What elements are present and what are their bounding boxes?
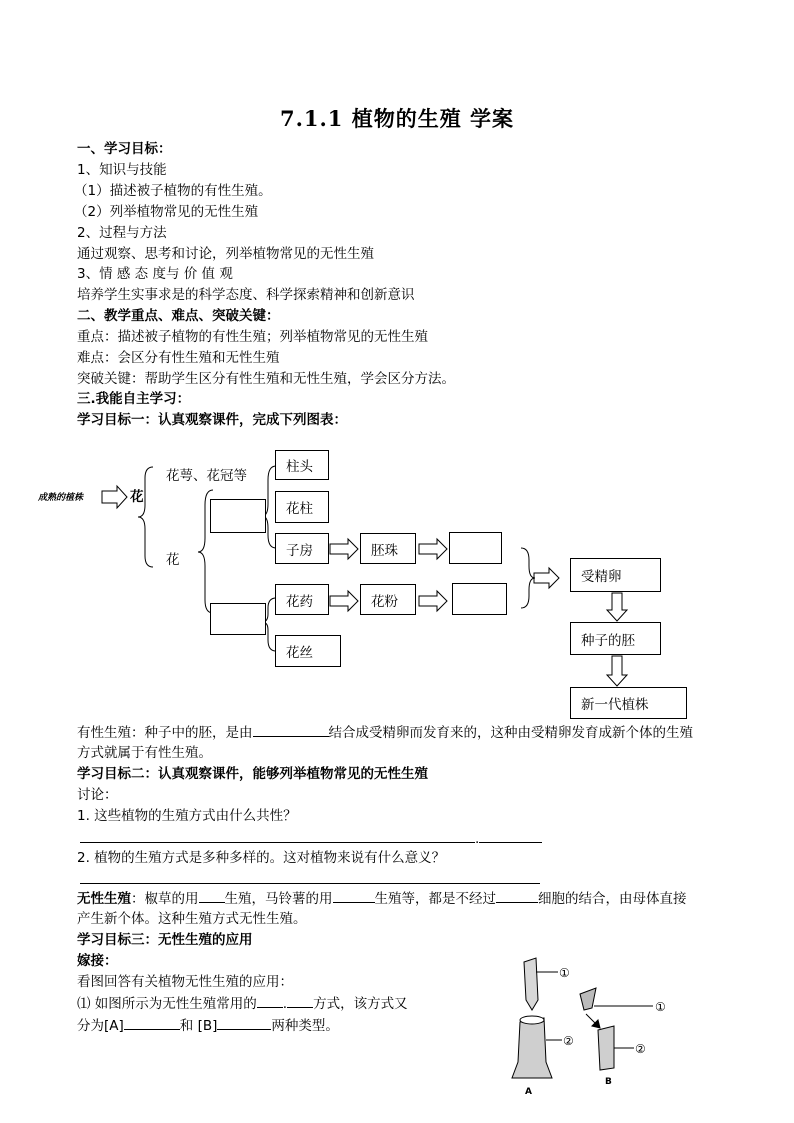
box-pollen-label: 花粉 bbox=[371, 593, 398, 610]
section-2-heading: 二、教学重点、难点、突破关键： bbox=[77, 308, 280, 324]
figure-label-B: B bbox=[605, 1077, 612, 1087]
text-fragment: 分为[A] bbox=[77, 1018, 124, 1034]
text-fragment: 两种类型。 bbox=[271, 1018, 339, 1034]
text-line: 通过观察、思考和讨论，列举植物常见的无性生殖 bbox=[77, 246, 374, 262]
text-line: 3、情 感 态 度与 价 值 观 bbox=[77, 266, 233, 282]
box-style-label: 花柱 bbox=[286, 501, 313, 517]
box-new-plant-label: 新一代植株 bbox=[581, 697, 649, 713]
text-line: 产生新个体。这种生殖方式无性生殖。 bbox=[77, 911, 307, 927]
text-fragment: 方式，该方式又 bbox=[313, 996, 408, 1012]
box-anther-label: 花药 bbox=[286, 593, 313, 610]
text-line: 讨论： bbox=[77, 787, 118, 803]
box-embryo-label: 种子的胚 bbox=[581, 632, 635, 649]
text-line: （1）描述被子植物的有性生殖。 bbox=[74, 183, 272, 199]
grafting-heading: 嫁接： bbox=[77, 953, 118, 969]
text-fragment: 细胞的结合，由母体直接 bbox=[538, 891, 687, 907]
text-line: 难点：会区分有性生殖和无性生殖 bbox=[77, 350, 280, 366]
text-fragment: 生殖等，都是不经过 bbox=[374, 891, 496, 907]
goal-1-heading: 学习目标一：认真观察课件，完成下列图表： bbox=[77, 412, 347, 428]
figure-label-2a: ② bbox=[563, 1034, 574, 1048]
figure-label-A: A bbox=[525, 1087, 532, 1097]
asexual-label: 无性生殖 bbox=[77, 891, 131, 907]
section-1-heading: 一、学习目标： bbox=[77, 141, 172, 157]
text-fragment: 有性生殖：种子中的胚，是由 bbox=[77, 725, 253, 741]
diagram-plant-label: 成熟的植株 bbox=[38, 493, 84, 503]
diagram-flower-label: 花 bbox=[130, 489, 144, 505]
text-fragment: 和 [B] bbox=[179, 1018, 218, 1034]
text-line: 重点：描述被子植物的有性生殖；列举植物常见的无性生殖 bbox=[77, 329, 428, 345]
figure-label-1a: ① bbox=[559, 966, 570, 980]
text-fragment: ⑴ 如图所示为无性生殖常用的 bbox=[77, 996, 257, 1012]
box-ovule-label: 胚珠 bbox=[371, 542, 398, 559]
text-line: 1、知识与技能 bbox=[77, 162, 167, 178]
text-fragment: 结合成受精卵而发育来的，这种由受精卵发育成新个体的生殖 bbox=[328, 725, 693, 741]
page-title: 7.1.1 植物的生殖 学案 bbox=[279, 106, 515, 131]
box-filament-label: 花丝 bbox=[286, 645, 313, 661]
text-line: 方式就属于有性生殖。 bbox=[77, 745, 212, 761]
figure-label-2b: ② bbox=[635, 1042, 646, 1056]
text-line: 突破关键：帮助学生区分有性生殖和无性生殖，学会区分方法。 bbox=[77, 371, 455, 387]
box-ovary-label: 子房 bbox=[286, 542, 313, 559]
text-fragment: ：椒草的用 bbox=[131, 891, 199, 907]
text-fragment: 生殖，马铃薯的用 bbox=[224, 891, 333, 907]
text-fragment: . bbox=[475, 831, 480, 847]
goal-3-heading: 学习目标三：无性生殖的应用 bbox=[77, 932, 253, 948]
text-fragment: . bbox=[282, 996, 288, 1012]
question-1: 1. 这些植物的生殖方式由什么共性？ bbox=[77, 808, 297, 824]
goal-2-heading: 学习目标二：认真观察课件，能够列举植物常见的无性生殖 bbox=[77, 766, 428, 782]
text-line: 培养学生实事求是的科学态度、科学探索精神和创新意识 bbox=[77, 287, 415, 303]
diagram-flower2-label: 花 bbox=[166, 552, 180, 568]
box-zygote-label: 受精卵 bbox=[581, 569, 622, 585]
box-stigma-label: 柱头 bbox=[286, 459, 313, 475]
text-line: 2、过程与方法 bbox=[77, 225, 167, 241]
diagram-sepal-label: 花萼、花冠等 bbox=[166, 468, 247, 484]
text-line: （2）列举植物常见的无性生殖 bbox=[74, 204, 259, 220]
question-2: 2. 植物的生殖方式是多种多样的。这对植物来说有什么意义？ bbox=[77, 850, 446, 866]
figure-label-1b: ① bbox=[655, 1000, 666, 1014]
section-3-heading: 三.我能自主学习： bbox=[77, 391, 191, 407]
text-line: 看图回答有关植物无性生殖的应用： bbox=[77, 974, 293, 990]
